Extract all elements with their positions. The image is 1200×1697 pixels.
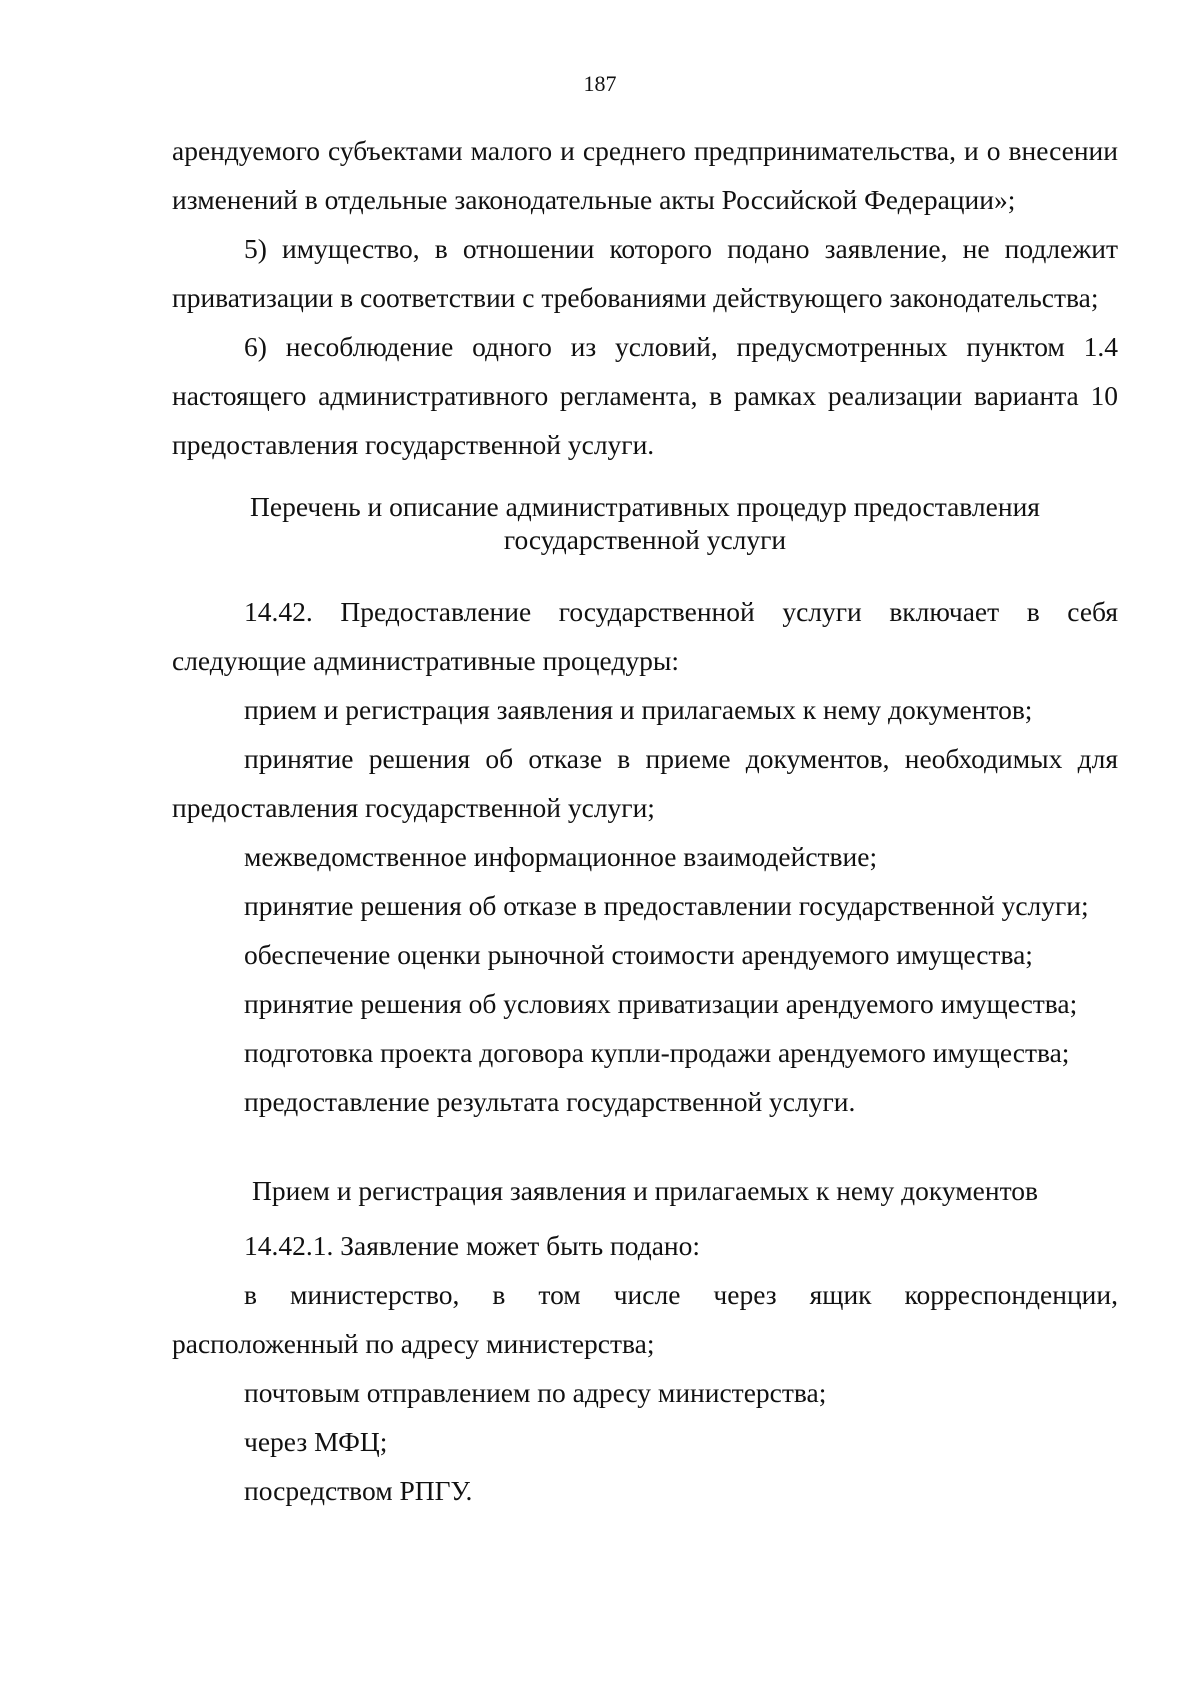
section-heading-line-2: государственной услуги (503, 524, 787, 555)
section-heading-procedures (172, 490, 1118, 556)
procedures-list (172, 685, 1118, 1126)
submission-method-item: посредством РПГУ. (244, 1475, 473, 1506)
section-heading-line-1: Перечень и описание административных процедур предоставления (250, 491, 1040, 522)
submission-method-item: в министерство, в том числе через ящик корреспонденции, расположенный по адресу министерства; (172, 1279, 1118, 1359)
paragraph-item-5: 5) имущество, в отношении которого подано заявление, не подлежит приватизации в соответствии с требованиями действующего законодательства; (172, 233, 1118, 313)
page-number: 187 (583, 71, 617, 96)
procedure-item: принятие решения об отказе в приеме документов, необходимых для предоставления государственной услуги; (172, 743, 1118, 823)
procedure-item: обеспечение оценки рыночной стоимости арендуемого имущества; (244, 939, 1033, 970)
procedure-item: предоставление результата государственной услуги. (244, 1086, 856, 1117)
paragraph-continuation: арендуемого субъектами малого и среднего предпринимательства, и о внесении изменений в отдельные законодательные акты Российской Федерации»; (172, 135, 1118, 215)
submission-methods-list (172, 1270, 1118, 1515)
paragraph-item-6: 6) несоблюдение одного из условий, предусмотренных пунктом 1.4 настоящего административного регламента, в рамках реализации варианта 10 предоставления государственной услуги. (172, 331, 1118, 460)
procedure-item: принятие решения об отказе в предоставлении государственной услуги; (244, 890, 1089, 921)
document-body (172, 126, 1118, 1515)
procedure-item: принятие решения об условиях приватизации арендуемого имущества; (244, 988, 1078, 1019)
procedure-item: межведомственное информационное взаимодействие; (244, 841, 878, 872)
submission-method-item: через МФЦ; (244, 1426, 388, 1457)
submission-intro: 14.42.1. Заявление может быть подано: (244, 1230, 701, 1261)
procedure-item: прием и регистрация заявления и прилагаемых к нему документов; (244, 694, 1033, 725)
section-heading-reception: Прием и регистрация заявления и прилагаемых к нему документов (252, 1175, 1038, 1206)
procedure-item: подготовка проекта договора купли-продажи арендуемого имущества; (244, 1037, 1070, 1068)
procedures-intro: 14.42. Предоставление государственной услуги включает в себя следующие административные процедуры: (172, 596, 1118, 676)
submission-method-item: почтовым отправлением по адресу министерства; (244, 1377, 827, 1408)
